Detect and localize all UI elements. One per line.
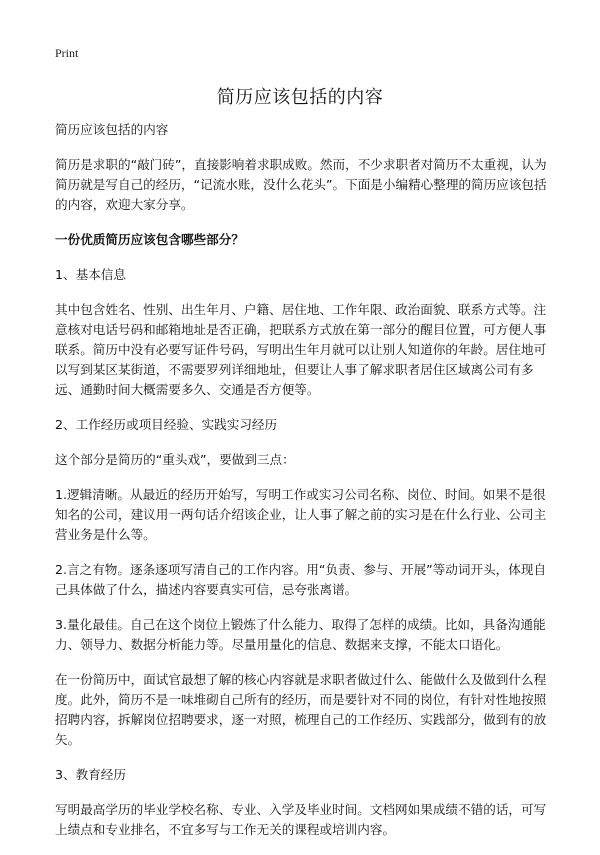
section-heading-basic-info: 1、基本信息	[55, 267, 126, 282]
basic-info-paragraph: 其中包含姓名、性别、出生年月、户籍、居住地、工作年限、政治面貌、联系方式等。注意核对电话号码和邮箱地址是否正确，把联系方式放在第一部分的醒目位置，可方便人事联系。简历中没有必要写证件号码，写明出生年月就可以让别人知道你的年龄。居住地可以写到某区某街道，不需要罗列详细地址，但要让人事了解求职者居住区域离公司有多远、通勤时间大概需要多久、交通是否方便等。	[55, 302, 547, 397]
subtitle-paragraph: 简历应该包括的内容	[55, 122, 169, 137]
work-point-quantify: 3.量化最佳。自己在这个岗位上锻炼了什么能力、取得了怎样的成绩。比如，具备沟通能力、领导力、数据分析能力等。尽量用量化的信息、数据来支撑，不能太口语化。	[55, 617, 546, 652]
work-experience-summary: 在一份简历中，面试官最想了解的核心内容就是求职者做过什么、能做什么及做到什么程度。此外，简历不是一味堆砌自己所有的经历，而是要针对不同的岗位，有针对性地按照招聘内容，拆解岗位招聘要求，逐一对照，梳理自己的工作经历、实践部分，做到有的放矢。	[55, 672, 547, 747]
section-heading-education: 3、教育经历	[55, 767, 126, 782]
document-body	[55, 120, 555, 855]
work-experience-intro: 这个部分是简历的“重头戏”，要做到三点：	[55, 452, 295, 467]
work-point-logic: 1.逻辑清晰。从最近的经历开始写，写明工作或实习公司名称、岗位、时间。如果不是很知名的公司，建议用一两句话介绍该企业，让人事了解之前的实习是在什么行业、公司主营业务是什么等。	[55, 487, 547, 542]
section-question-heading: 一份优质简历应该包含哪些部分？	[55, 232, 244, 247]
section-heading-work-experience: 2、工作经历或项目经验、实践实习经历	[55, 417, 278, 432]
intro-paragraph: 简历是求职的“敲门砖”，直接影响着求职成败。然而，不少求职者对简历不太重视，认为简历就是写自己的经历，“记流水账，没什么花头”。下面是小编精心整理的简历应该包括的内容，欢迎大家分享。	[55, 157, 547, 212]
education-paragraph: 写明最高学历的毕业学校名称、专业、入学及毕业时间。文档网如果成绩不错的话，可写上绩点和专业排名，不宜多写与工作无关的课程或培训内容。	[55, 802, 547, 837]
document-title: 简历应该包括的内容	[216, 87, 384, 108]
work-point-substance: 2.言之有物。逐条逐项写清自己的工作内容。用“负责、参与、开展”等动词开头，体现自己具体做了什么，描述内容要真实可信，忌夸张离谱。	[55, 562, 547, 597]
print-link[interactable]: Print	[55, 46, 79, 60]
